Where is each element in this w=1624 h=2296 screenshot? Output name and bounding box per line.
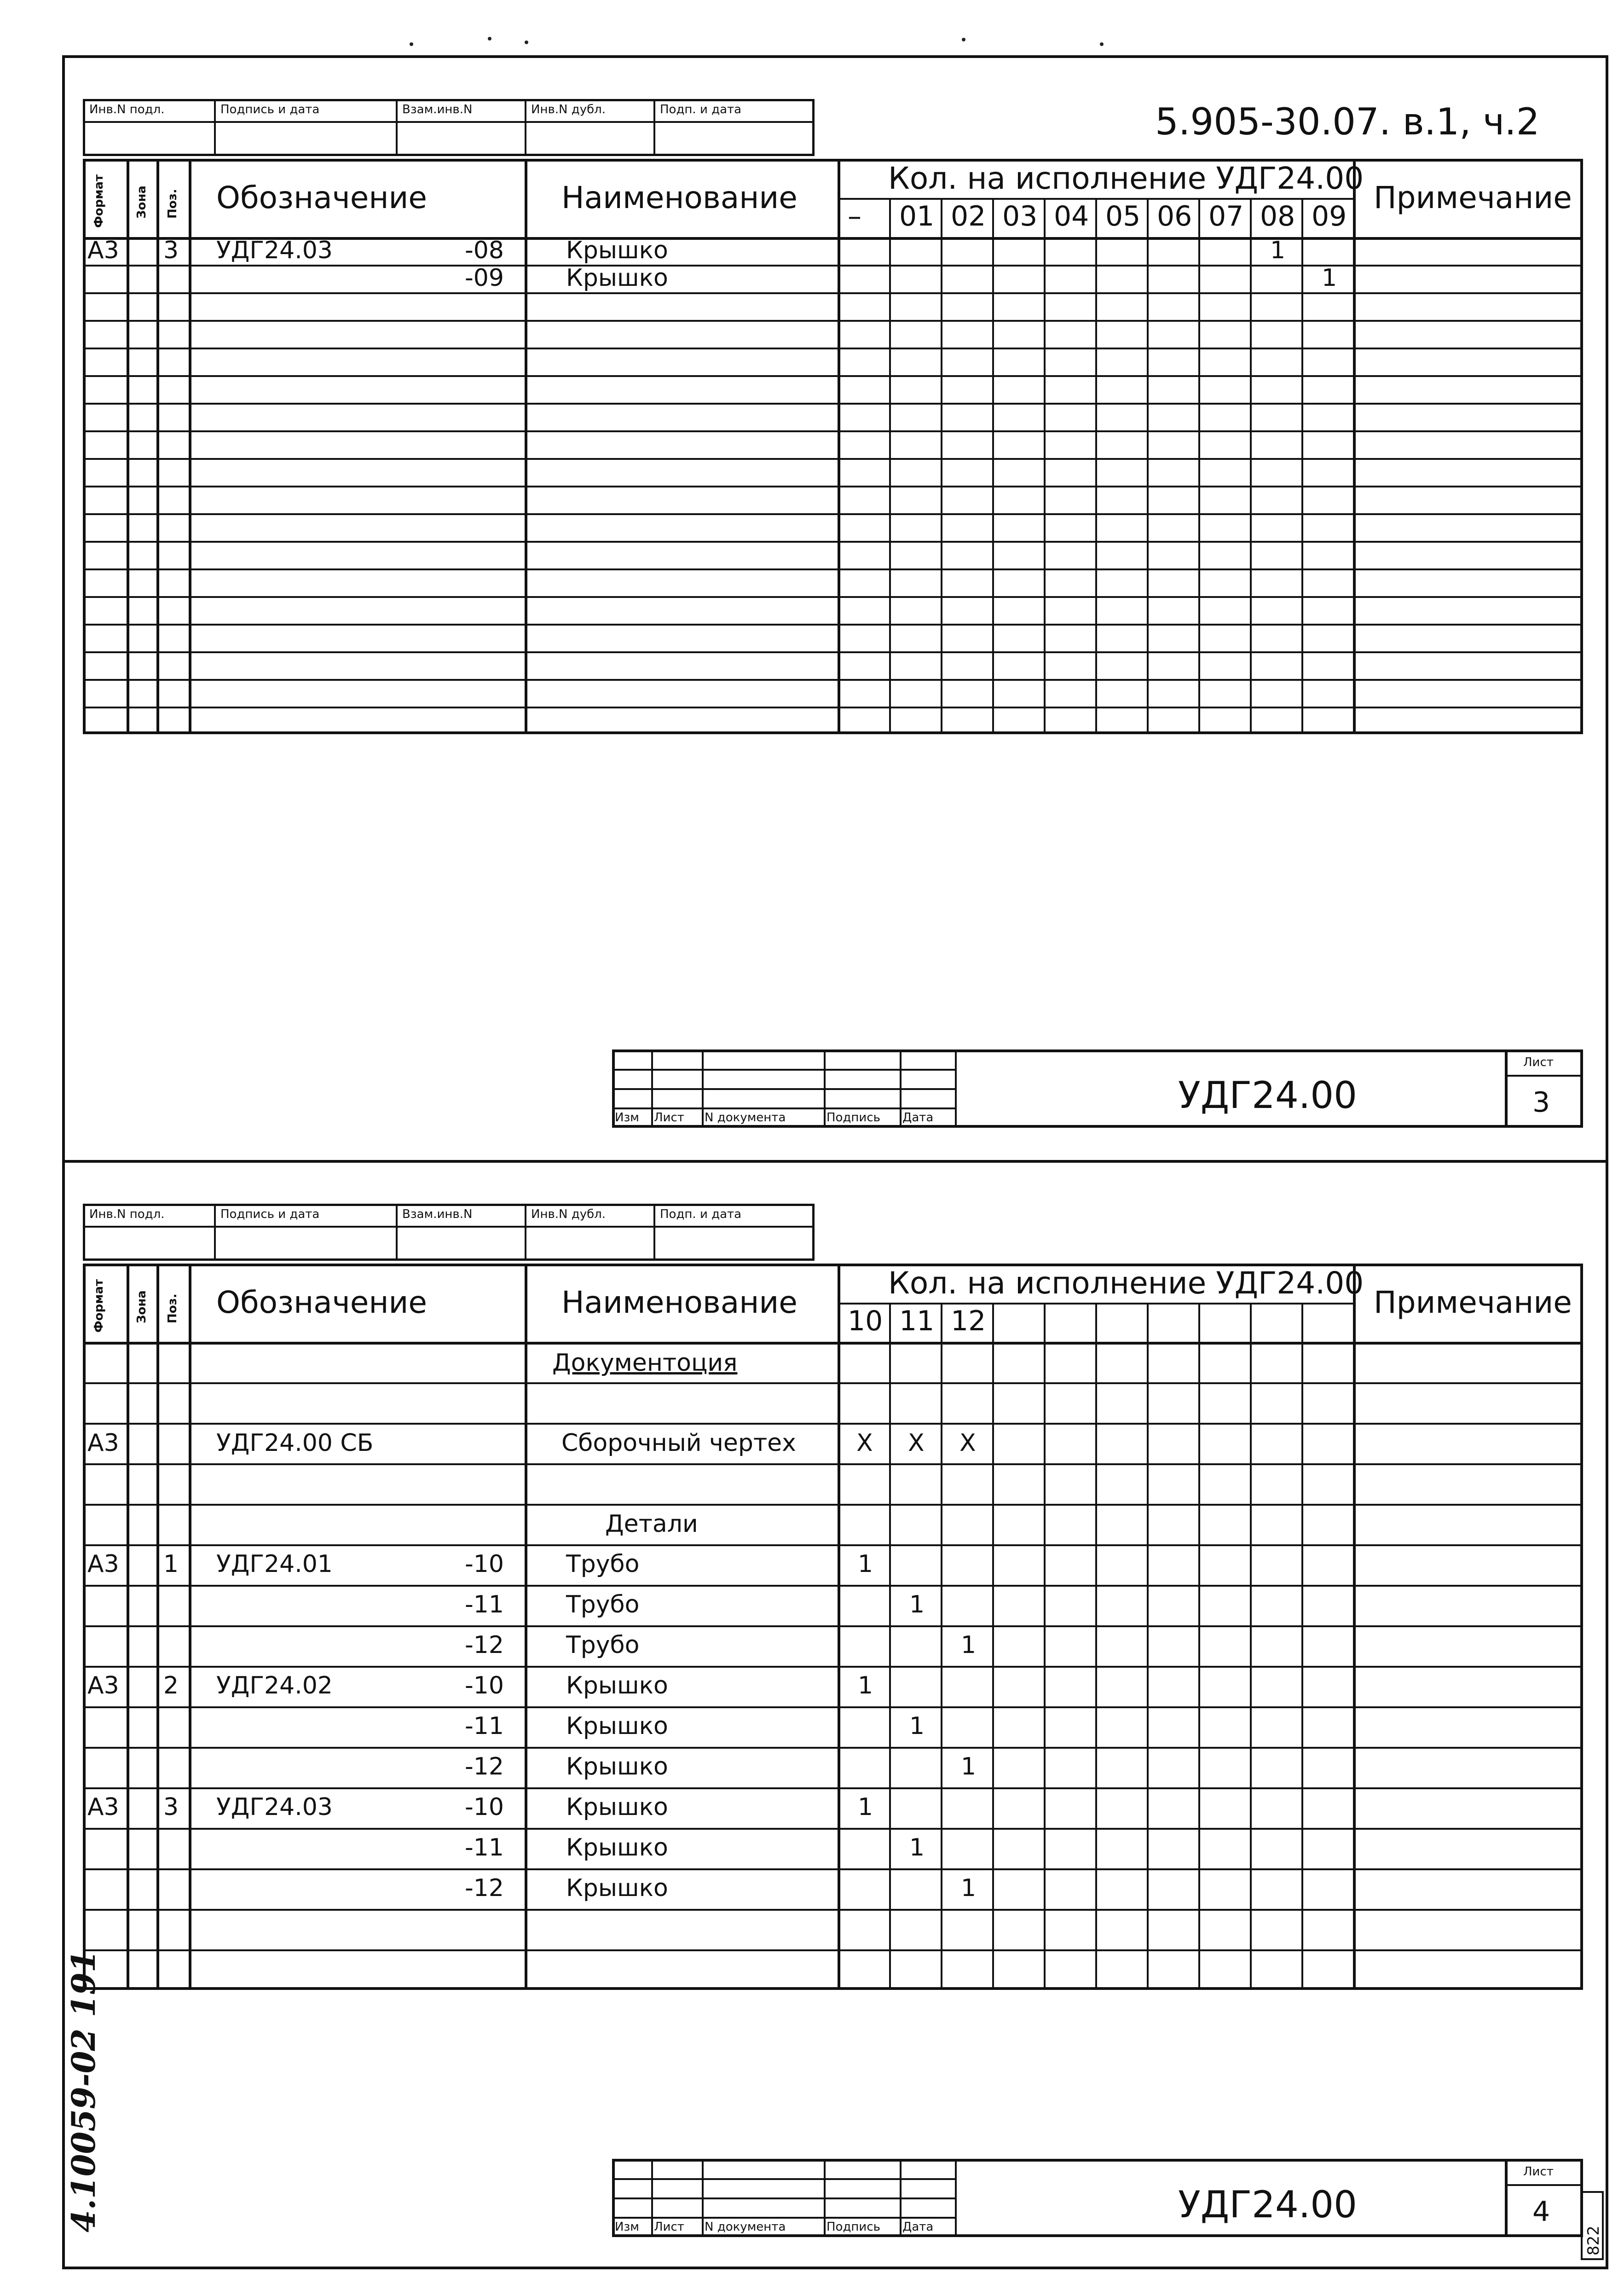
- cell-quantity: 1: [909, 1590, 925, 1618]
- cell-designation-suffix: -12: [465, 1752, 504, 1780]
- approval-strip-col: [214, 99, 216, 156]
- col-zone-label: Зона: [135, 1290, 149, 1323]
- scan-speck: [410, 42, 413, 46]
- table-row-rule: [83, 596, 1583, 598]
- approval-strip-col: [214, 1204, 216, 1261]
- cell-format: А3: [87, 1550, 119, 1578]
- approval-strip-label: Инв.N дубл.: [531, 103, 606, 116]
- sheet-box-divider: [1505, 1075, 1583, 1077]
- sheet-number-label: Лист: [1523, 1055, 1554, 1069]
- title-block-label: Дата: [902, 2220, 934, 2234]
- scan-speck: [488, 37, 491, 41]
- title-block-label: Подпись: [826, 2220, 880, 2234]
- qty-col-rule: [1198, 198, 1200, 734]
- section-documentation-heading: Документоция: [552, 1349, 738, 1377]
- title-block-col: [955, 1049, 957, 1128]
- approval-strip-col: [396, 1204, 398, 1261]
- cell-designation-suffix: -08: [465, 236, 504, 264]
- title-block-col: [955, 2159, 957, 2237]
- table-row-rule: [83, 1463, 1583, 1465]
- cell-format: А3: [87, 1429, 119, 1457]
- cell-designation-suffix: -11: [465, 1833, 504, 1861]
- table-row-rule: [83, 1909, 1583, 1911]
- sheet-number: 3: [1532, 1086, 1550, 1119]
- qty-col-rule: [1301, 1303, 1303, 1990]
- qty-col-rule: [1301, 198, 1303, 734]
- cell-quantity-mark: Х: [908, 1429, 925, 1457]
- table-row-rule: [83, 513, 1583, 515]
- sheet-box-rule: [1505, 2159, 1508, 2237]
- cell-designation-suffix: -10: [465, 1793, 504, 1821]
- table-row-rule: [83, 679, 1583, 681]
- cell-name: Крышко: [566, 1833, 668, 1861]
- title-block-label: Дата: [902, 1111, 934, 1125]
- margin-handwriting: 4.10059-02 191: [64, 1950, 103, 2232]
- cell-position: 3: [163, 1793, 179, 1821]
- qty-col-rule: [992, 198, 994, 734]
- variant-col-label: –: [848, 200, 861, 232]
- cell-name: Крышко: [566, 1874, 668, 1902]
- variant-col-label: 05: [1105, 200, 1141, 232]
- cell-quantity: 1: [961, 1874, 977, 1902]
- table-row-rule: [83, 1423, 1583, 1425]
- section-details-heading: Детали: [605, 1510, 698, 1538]
- cell-designation: УДГ24.00 СБ: [216, 1429, 374, 1457]
- approval-strip-label: Подп. и дата: [660, 103, 742, 116]
- cell-quantity-mark: Х: [856, 1429, 873, 1457]
- approval-strip-col: [525, 1204, 526, 1261]
- cell-quantity: 1: [858, 1671, 873, 1699]
- cell-designation-suffix: -10: [465, 1671, 504, 1699]
- table-col-rule: [127, 159, 129, 734]
- approval-strip-label: Взам.инв.N: [402, 1207, 473, 1221]
- col-note-label: Примечание: [1374, 180, 1572, 215]
- table-col-rule: [1353, 159, 1356, 734]
- col-designation-label: Обозначение: [216, 180, 427, 215]
- sheet-box-divider: [1505, 2184, 1583, 2186]
- variant-col-label: 10: [848, 1305, 883, 1337]
- table-row-rule: [83, 1625, 1583, 1627]
- cell-position: 2: [163, 1671, 179, 1699]
- cell-designation-suffix: -12: [465, 1631, 504, 1659]
- cell-name: Крышко: [566, 1671, 668, 1699]
- approval-strip-col: [653, 99, 655, 156]
- variant-col-label: 04: [1054, 200, 1089, 232]
- table-row-rule: [83, 1868, 1583, 1870]
- cell-quantity: 1: [961, 1631, 977, 1659]
- table-row-rule: [83, 486, 1583, 487]
- col-note-label: Примечание: [1374, 1285, 1572, 1320]
- approval-strip-divider: [83, 121, 815, 123]
- table-row-rule: [83, 651, 1583, 653]
- cell-name: Крышко: [566, 1752, 668, 1780]
- table-row-rule: [83, 292, 1583, 294]
- title-block-label: Изм: [615, 1111, 639, 1125]
- cell-format: А3: [87, 1793, 119, 1821]
- qty-col-rule: [889, 1303, 891, 1990]
- table-col-rule: [156, 159, 159, 734]
- table-row-rule: [83, 1504, 1583, 1506]
- cell-quantity: 1: [909, 1712, 925, 1740]
- qty-col-rule: [1147, 1303, 1149, 1990]
- title-block-label: Подпись: [826, 1111, 880, 1125]
- cell-designation: УДГ24.03: [216, 1793, 333, 1821]
- qty-col-rule: [1250, 1303, 1252, 1990]
- approval-strip-col: [653, 1204, 655, 1261]
- table-col-rule: [838, 159, 840, 734]
- cell-quantity: 1: [1270, 236, 1286, 264]
- table-row-rule: [83, 375, 1583, 377]
- table-row-rule: [83, 707, 1583, 708]
- variant-col-label: 06: [1157, 200, 1192, 232]
- col-zone-label: Зона: [135, 186, 149, 219]
- cell-position: 1: [163, 1550, 179, 1578]
- cell-designation-suffix: -12: [465, 1874, 504, 1902]
- cell-quantity: 1: [1322, 264, 1337, 292]
- table-row-rule: [83, 1747, 1583, 1749]
- col-format-label: Формат: [92, 1279, 106, 1333]
- cell-position: 3: [163, 236, 179, 264]
- table-row-rule: [83, 430, 1583, 432]
- sheet-separator: [62, 1160, 1608, 1163]
- qty-col-rule: [1044, 1303, 1046, 1990]
- variant-col-label: 07: [1208, 200, 1244, 232]
- table-row-rule: [83, 1949, 1583, 1951]
- table-row-rule: [83, 1666, 1583, 1668]
- approval-strip-col: [525, 99, 526, 156]
- cell-name: Крышко: [566, 1793, 668, 1821]
- qty-col-rule: [889, 198, 891, 734]
- table-row-rule: [83, 624, 1583, 626]
- title-block-row: [612, 2217, 955, 2219]
- variant-col-label: 12: [951, 1305, 986, 1337]
- title-block-row: [612, 2178, 955, 2180]
- header-bottom-rule: [83, 1342, 1583, 1345]
- table-row-rule: [83, 541, 1583, 543]
- cell-designation-suffix: -09: [465, 264, 504, 292]
- document-code: 5.905-30.07. в.1, ч.2: [1155, 100, 1540, 143]
- qty-col-rule: [992, 1303, 994, 1990]
- table-row-rule: [83, 403, 1583, 405]
- col-pos-label: Поз.: [166, 1293, 179, 1323]
- cell-designation: УДГ24.01: [216, 1550, 333, 1578]
- table-row-rule: [83, 1382, 1583, 1384]
- cell-name: Крышко: [566, 1712, 668, 1740]
- scan-speck: [1100, 42, 1104, 46]
- title-block-label: Лист: [654, 2220, 684, 2234]
- scan-speck: [525, 41, 528, 44]
- approval-strip-divider: [83, 1226, 815, 1228]
- table-row-rule: [83, 1585, 1583, 1587]
- table-row-rule: [83, 320, 1583, 322]
- cell-name: Трубо: [566, 1631, 640, 1659]
- cell-name: Крышко: [566, 264, 668, 292]
- qty-col-rule: [1250, 198, 1252, 734]
- approval-strip-label: Взам.инв.N: [402, 103, 473, 116]
- table-row-rule: [83, 265, 1583, 267]
- title-designation: УДГ24.00: [1178, 2183, 1358, 2226]
- table-row-rule: [83, 1706, 1583, 1708]
- qty-col-rule: [941, 198, 942, 734]
- table-col-rule: [189, 159, 191, 734]
- variant-col-label: 08: [1260, 200, 1295, 232]
- title-block-row: [612, 1107, 955, 1109]
- cell-name: Сборочный чертех: [561, 1429, 796, 1457]
- table-col-rule: [525, 159, 527, 734]
- scan-speck: [962, 38, 965, 41]
- cell-name: Крышко: [566, 236, 668, 264]
- qty-title: Кол. на исполнение УДГ24.00: [888, 1265, 1364, 1301]
- table-row-rule: [83, 1544, 1583, 1546]
- cell-quantity-mark: Х: [959, 1429, 976, 1457]
- variant-col-label: 03: [1002, 200, 1038, 232]
- cell-quantity: 1: [909, 1833, 925, 1861]
- qty-col-rule: [1147, 198, 1149, 734]
- variant-col-label: 09: [1312, 200, 1347, 232]
- table-row-rule: [83, 1787, 1583, 1789]
- qty-col-rule: [1095, 1303, 1097, 1990]
- cell-designation-suffix: -11: [465, 1590, 504, 1618]
- title-block-label: Изм: [615, 2220, 639, 2234]
- title-block-row: [612, 2197, 955, 2199]
- cell-name: Трубо: [566, 1550, 640, 1578]
- title-block-row: [612, 1069, 955, 1071]
- qty-col-rule: [941, 1303, 942, 1990]
- table-row-rule: [83, 568, 1583, 570]
- cell-designation-suffix: -11: [465, 1712, 504, 1740]
- title-block-label: N документа: [705, 1111, 786, 1125]
- title-designation: УДГ24.00: [1178, 1074, 1358, 1117]
- col-name-label: Наименование: [561, 180, 798, 215]
- approval-strip-label: Подпись и дата: [220, 1207, 320, 1221]
- cell-quantity: 1: [858, 1793, 873, 1821]
- cell-format: А3: [87, 236, 119, 264]
- variant-col-label: 02: [951, 200, 986, 232]
- qty-col-rule: [1198, 1303, 1200, 1990]
- cell-designation: УДГ24.02: [216, 1671, 333, 1699]
- approval-strip-label: Подпись и дата: [220, 103, 320, 116]
- qty-title: Кол. на исполнение УДГ24.00: [888, 161, 1364, 196]
- variant-col-label: 11: [899, 1305, 935, 1337]
- title-block-label: N документа: [705, 2220, 786, 2234]
- qty-col-rule: [1044, 198, 1046, 734]
- qty-col-rule: [1095, 198, 1097, 734]
- title-block-label: Лист: [654, 1111, 684, 1125]
- approval-strip-col: [396, 99, 398, 156]
- approval-strip-label: Инв.N подл.: [89, 1207, 165, 1221]
- cell-designation: УДГ24.03: [216, 236, 333, 264]
- col-format-label: Формат: [92, 174, 106, 228]
- table-row-rule: [83, 458, 1583, 460]
- cell-format: А3: [87, 1671, 119, 1699]
- sheet-number-label: Лист: [1523, 2165, 1554, 2179]
- approval-strip-label: Инв.N подл.: [89, 103, 165, 116]
- approval-strip-label: Подп. и дата: [660, 1207, 742, 1221]
- cell-designation-suffix: -10: [465, 1550, 504, 1578]
- sheet-number: 4: [1532, 2196, 1550, 2228]
- title-block-row: [612, 1088, 955, 1090]
- col-pos-label: Поз.: [166, 189, 179, 219]
- corner-stamp: 822: [1584, 2226, 1603, 2255]
- cell-quantity: 1: [961, 1752, 977, 1780]
- col-designation-label: Обозначение: [216, 1285, 427, 1320]
- cell-name: Трубо: [566, 1590, 640, 1618]
- table-row-rule: [83, 1828, 1583, 1830]
- cell-quantity: 1: [858, 1550, 873, 1578]
- approval-strip-label: Инв.N дубл.: [531, 1207, 606, 1221]
- col-name-label: Наименование: [561, 1285, 798, 1320]
- sheet-box-rule: [1505, 1049, 1508, 1128]
- table-row-rule: [83, 348, 1583, 349]
- variant-col-label: 01: [899, 200, 935, 232]
